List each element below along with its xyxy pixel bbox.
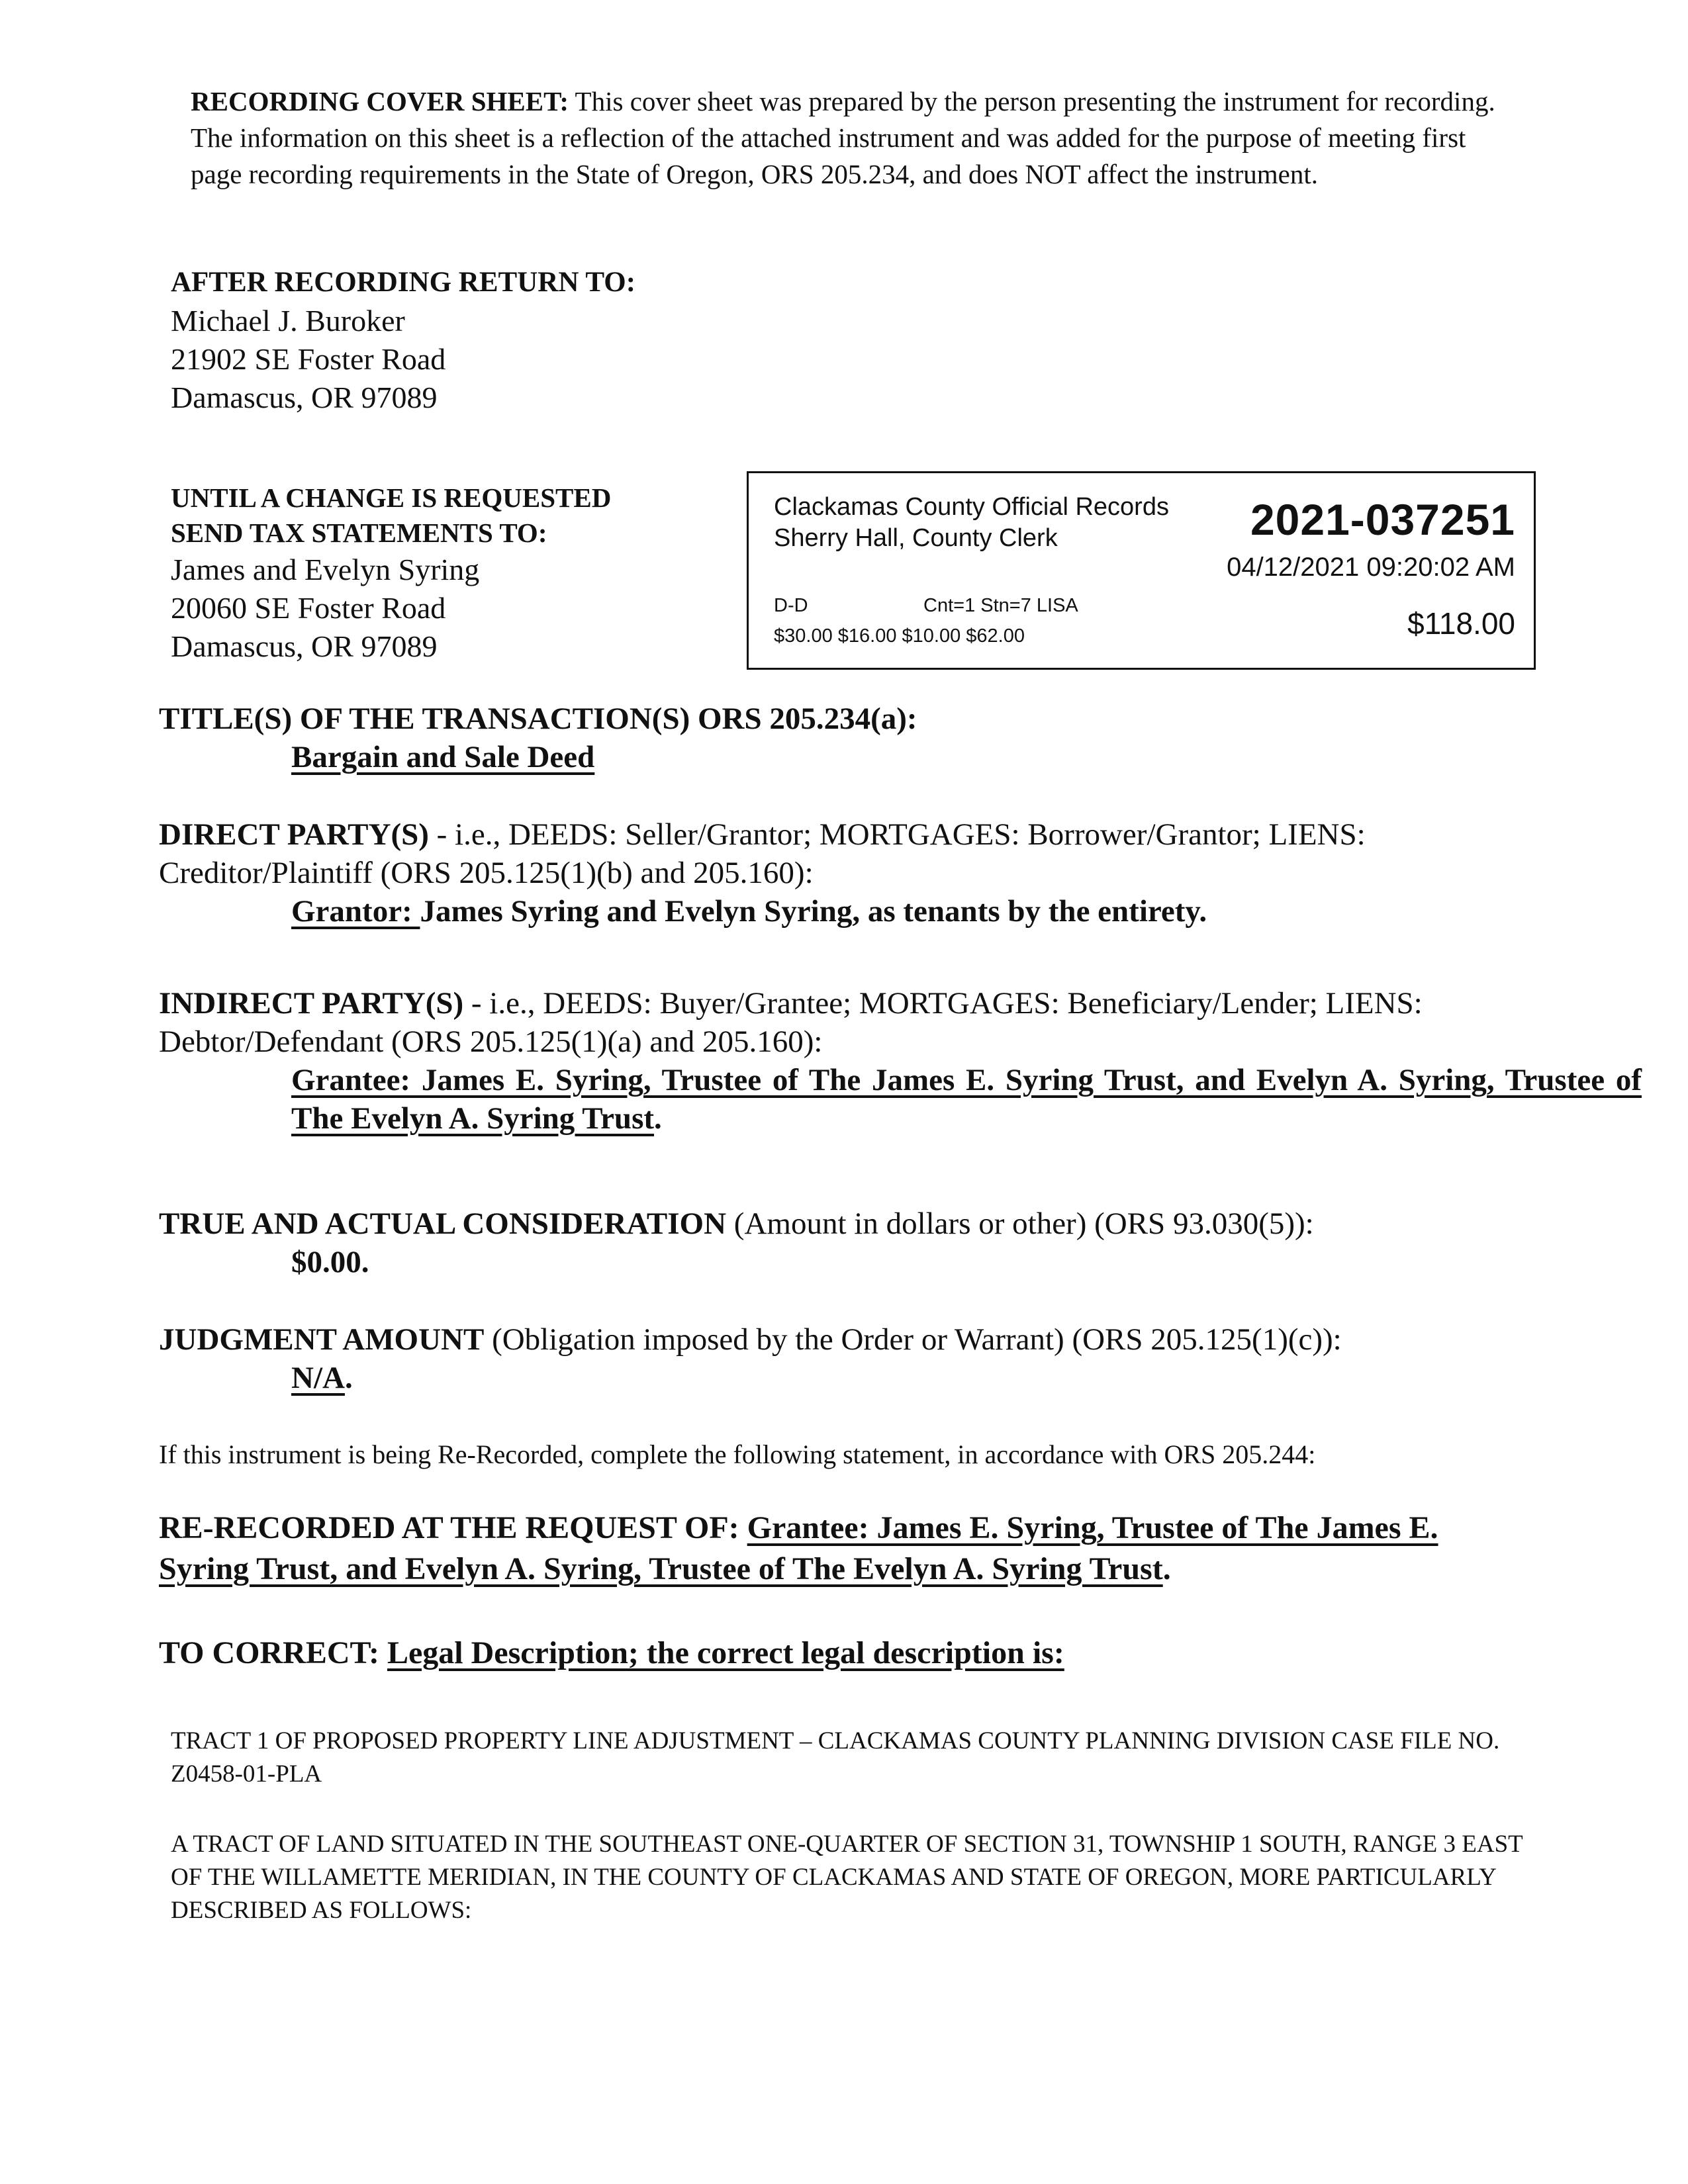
titles-value: Bargain and Sale Deed [291, 740, 595, 774]
rerecorded-value: Grantee: James E. Syring, Trustee of The James E. Syring Trust, and Evelyn A. Syring, Trustee of The Evelyn A. Syring Trust [159, 1510, 1438, 1586]
stamp-code: D-D [774, 595, 808, 616]
cover-sheet-text: This cover sheet was prepared by the person presenting the instrument for recording. The information on this sheet is a reflection of the attached instrument and was added for the purpose of meeting first page recording requirements in the State of Oregon, ORS 205.234, and does NOT affect the instrument. [191, 86, 1495, 189]
tax-street: 20060 SE Foster Road [171, 591, 446, 625]
direct-party-desc: - i.e., DEEDS: Seller/Grantor; MORTGAGES: Borrower/Grantor; LIENS: Creditor/Plaintiff (ORS 205.125(1)(b) and 205.160): [159, 817, 1366, 890]
legal-tract-title: TRACT 1 OF PROPOSED PROPERTY LINE ADJUSTMENT – CLACKAMAS COUNTY PLANNING DIVISION CASE FILE NO. Z0458-01-PLA [171, 1727, 1500, 1788]
direct-party-section [159, 815, 1549, 931]
titles-section [159, 700, 1549, 776]
tax-heading-line1: UNTIL A CHANGE IS REQUESTED [171, 482, 612, 513]
return-to-heading: AFTER RECORDING RETURN TO: [171, 267, 636, 298]
stamp-total: $118.00 [1407, 606, 1515, 641]
cover-sheet-note [191, 83, 1501, 193]
consideration-value: $0.00. [291, 1245, 369, 1279]
stamp-counts: Cnt=1 Stn=7 LISA [923, 595, 1078, 616]
tax-city: Damascus, OR 97089 [171, 629, 438, 663]
to-correct-section [159, 1633, 1549, 1673]
indirect-party-value: Grantee: James E. Syring, Trustee of The James E. Syring Trust, and Evelyn A. Syring, Trustee of The Evelyn A. Syring Trust [291, 1063, 1642, 1136]
indirect-party-desc: - i.e., DEEDS: Buyer/Grantee; MORTGAGES: Beneficiary/Lender; LIENS: Debtor/Defendant (ORS 205.125(1)(a) and 205.160): [159, 986, 1423, 1059]
rerecord-note: If this instrument is being Re-Recorded, complete the following statement, in accordance with ORS 205.244: [159, 1439, 1316, 1469]
judgment-value-end: . [344, 1361, 353, 1395]
legal-tract-description: A TRACT OF LAND SITUATED IN THE SOUTHEAST ONE-QUARTER OF SECTION 31, TOWNSHIP 1 SOUTH, RANGE 3 EAST OF THE WILLAMETTE MERIDIAN, IN THE COUNTY OF CLACKAMAS AND STATE OF OREGON, MORE PARTICULARLY DESCRIBED AS FOLLOWS: [171, 1831, 1523, 1924]
stamp-fees: $30.00 $16.00 $10.00 $62.00 [774, 625, 1025, 647]
recording-stamp [747, 471, 1536, 670]
cover-sheet-label: RECORDING COVER SHEET: [191, 86, 569, 116]
direct-party-value-label: Grantor: [291, 894, 420, 929]
judgment-section [159, 1320, 1549, 1397]
tax-heading-line2: SEND TAX STATEMENTS TO: [171, 518, 547, 548]
return-to-block [171, 263, 899, 417]
judgment-desc: (Obligation imposed by the Order or Warrant) (ORS 205.125(1)(c)): [484, 1322, 1342, 1357]
indirect-party-heading: INDIRECT PARTY(S) [159, 986, 464, 1021]
stamp-document-number: 2021-037251 [1250, 495, 1515, 544]
consideration-heading: TRUE AND ACTUAL CONSIDERATION [159, 1206, 727, 1241]
titles-heading: TITLE(S) OF THE TRANSACTION(S) ORS 205.234(a): [159, 702, 917, 736]
stamp-office: Clackamas County Official Records [774, 493, 1169, 521]
rerecorded-heading: RE-RECORDED AT THE REQUEST OF: [159, 1510, 747, 1545]
tax-statements-block [171, 480, 727, 666]
return-to-street: 21902 SE Foster Road [171, 342, 446, 376]
tax-name: James and Evelyn Syring [171, 553, 480, 586]
stamp-clerk: Sherry Hall, County Clerk [774, 524, 1058, 552]
judgment-heading: JUDGMENT AMOUNT [159, 1322, 485, 1357]
judgment-value: N/A [291, 1361, 345, 1395]
to-correct-heading: TO CORRECT: [159, 1635, 387, 1670]
consideration-desc: (Amount in dollars or other) (ORS 93.030(5)): [726, 1206, 1314, 1241]
rerecorded-section [159, 1508, 1483, 1590]
direct-party-value: James Syring and Evelyn Syring, as tenants by the entirety. [420, 894, 1207, 929]
consideration-section [159, 1205, 1549, 1281]
stamp-datetime: 04/12/2021 09:20:02 AM [1227, 553, 1515, 582]
indirect-party-section [159, 984, 1642, 1138]
return-to-city: Damascus, OR 97089 [171, 381, 438, 414]
to-correct-value: Legal Description; the correct legal description is: [387, 1635, 1064, 1670]
return-to-name: Michael J. Buroker [171, 304, 405, 338]
indirect-party-value-end: . [654, 1101, 662, 1136]
rerecorded-value-end: . [1162, 1551, 1171, 1586]
direct-party-heading: DIRECT PARTY(S) [159, 817, 429, 852]
